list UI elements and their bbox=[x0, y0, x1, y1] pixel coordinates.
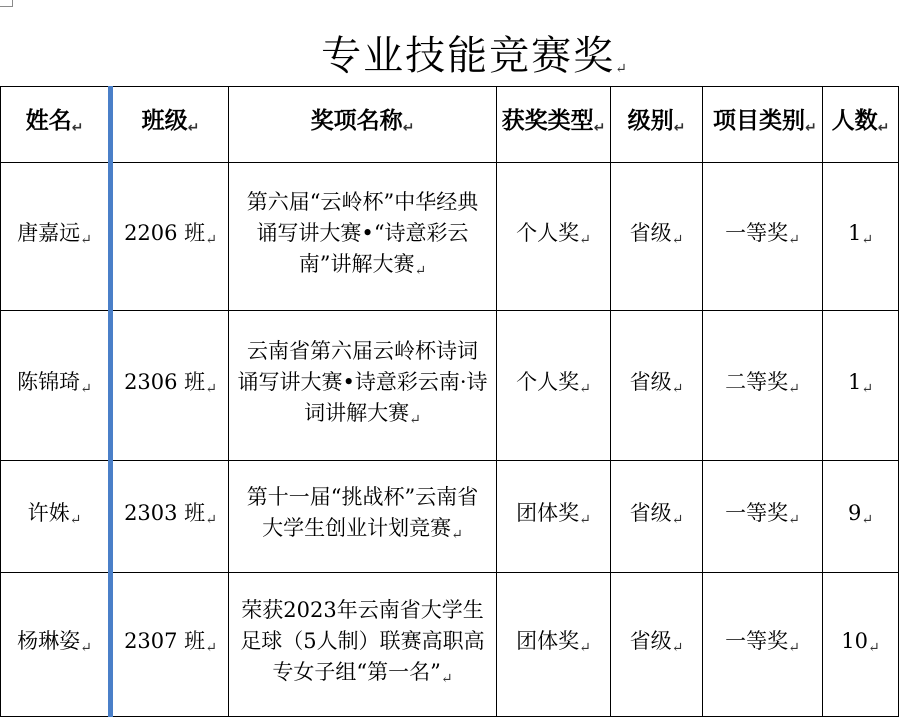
table-row bbox=[1, 461, 899, 573]
cell-count: 10↵ bbox=[823, 573, 899, 717]
header-project-type: 项目类别↵ bbox=[703, 87, 823, 163]
cell-award-type: 个人奖↵ bbox=[497, 311, 611, 461]
cell-award-name: 第六届“云岭杯”中华经典诵写讲大赛•“诗意彩云南”讲解大赛↵ bbox=[229, 163, 497, 311]
header-award-type: 获奖类型↵ bbox=[497, 87, 611, 163]
cell-award-name: 荣获2023年云南省大学生足球（5人制）联赛高职高专女子组“第一名”↵ bbox=[229, 573, 497, 717]
cell-project-type: 一等奖↵ bbox=[703, 573, 823, 717]
cell-award-type: 个人奖↵ bbox=[497, 163, 611, 311]
header-name: 姓名↵ bbox=[1, 87, 111, 163]
header-class: 班级↵ bbox=[111, 87, 229, 163]
header-row bbox=[1, 87, 899, 163]
cell-level: 省级↵ bbox=[611, 573, 703, 717]
cell-class: 2206 班↵ bbox=[111, 163, 229, 311]
cell-project-type: 二等奖↵ bbox=[703, 311, 823, 461]
cell-count: 9↵ bbox=[823, 461, 899, 573]
header-award-name: 奖项名称↵ bbox=[229, 87, 497, 163]
page-corner-mark bbox=[0, 0, 13, 7]
cell-award-type: 团体奖↵ bbox=[497, 573, 611, 717]
cell-class: 2307 班↵ bbox=[111, 573, 229, 717]
header-level: 级别↵ bbox=[611, 87, 703, 163]
cell-award-type: 团体奖↵ bbox=[497, 461, 611, 573]
cell-project-type: 一等奖↵ bbox=[703, 461, 823, 573]
cell-name: 陈锦琦↵ bbox=[1, 311, 111, 461]
cell-award-name: 第十一届“挑战杯”云南省大学生创业计划竞赛↵ bbox=[229, 461, 497, 573]
cell-level: 省级↵ bbox=[611, 163, 703, 311]
cell-project-type: 一等奖↵ bbox=[703, 163, 823, 311]
cell-name: 许姝↵ bbox=[1, 461, 111, 573]
cell-level: 省级↵ bbox=[611, 311, 703, 461]
table-row bbox=[1, 163, 899, 311]
page-title: 专业技能竞赛奖↵ bbox=[321, 33, 629, 79]
table-row bbox=[1, 311, 899, 461]
table-row bbox=[1, 573, 899, 717]
cell-level: 省级↵ bbox=[611, 461, 703, 573]
cell-class: 2303 班↵ bbox=[111, 461, 229, 573]
cell-count: 1↵ bbox=[823, 163, 899, 311]
cell-class: 2306 班↵ bbox=[111, 311, 229, 461]
cell-award-name: 云南省第六届云岭杯诗词诵写讲大赛•诗意彩云南·诗词讲解大赛↵ bbox=[229, 311, 497, 461]
cell-name: 杨琳姿↵ bbox=[1, 573, 111, 717]
cell-count: 1↵ bbox=[823, 311, 899, 461]
cell-name: 唐嘉远↵ bbox=[1, 163, 111, 311]
header-count: 人数↵ bbox=[823, 87, 899, 163]
awards-table bbox=[0, 86, 899, 717]
